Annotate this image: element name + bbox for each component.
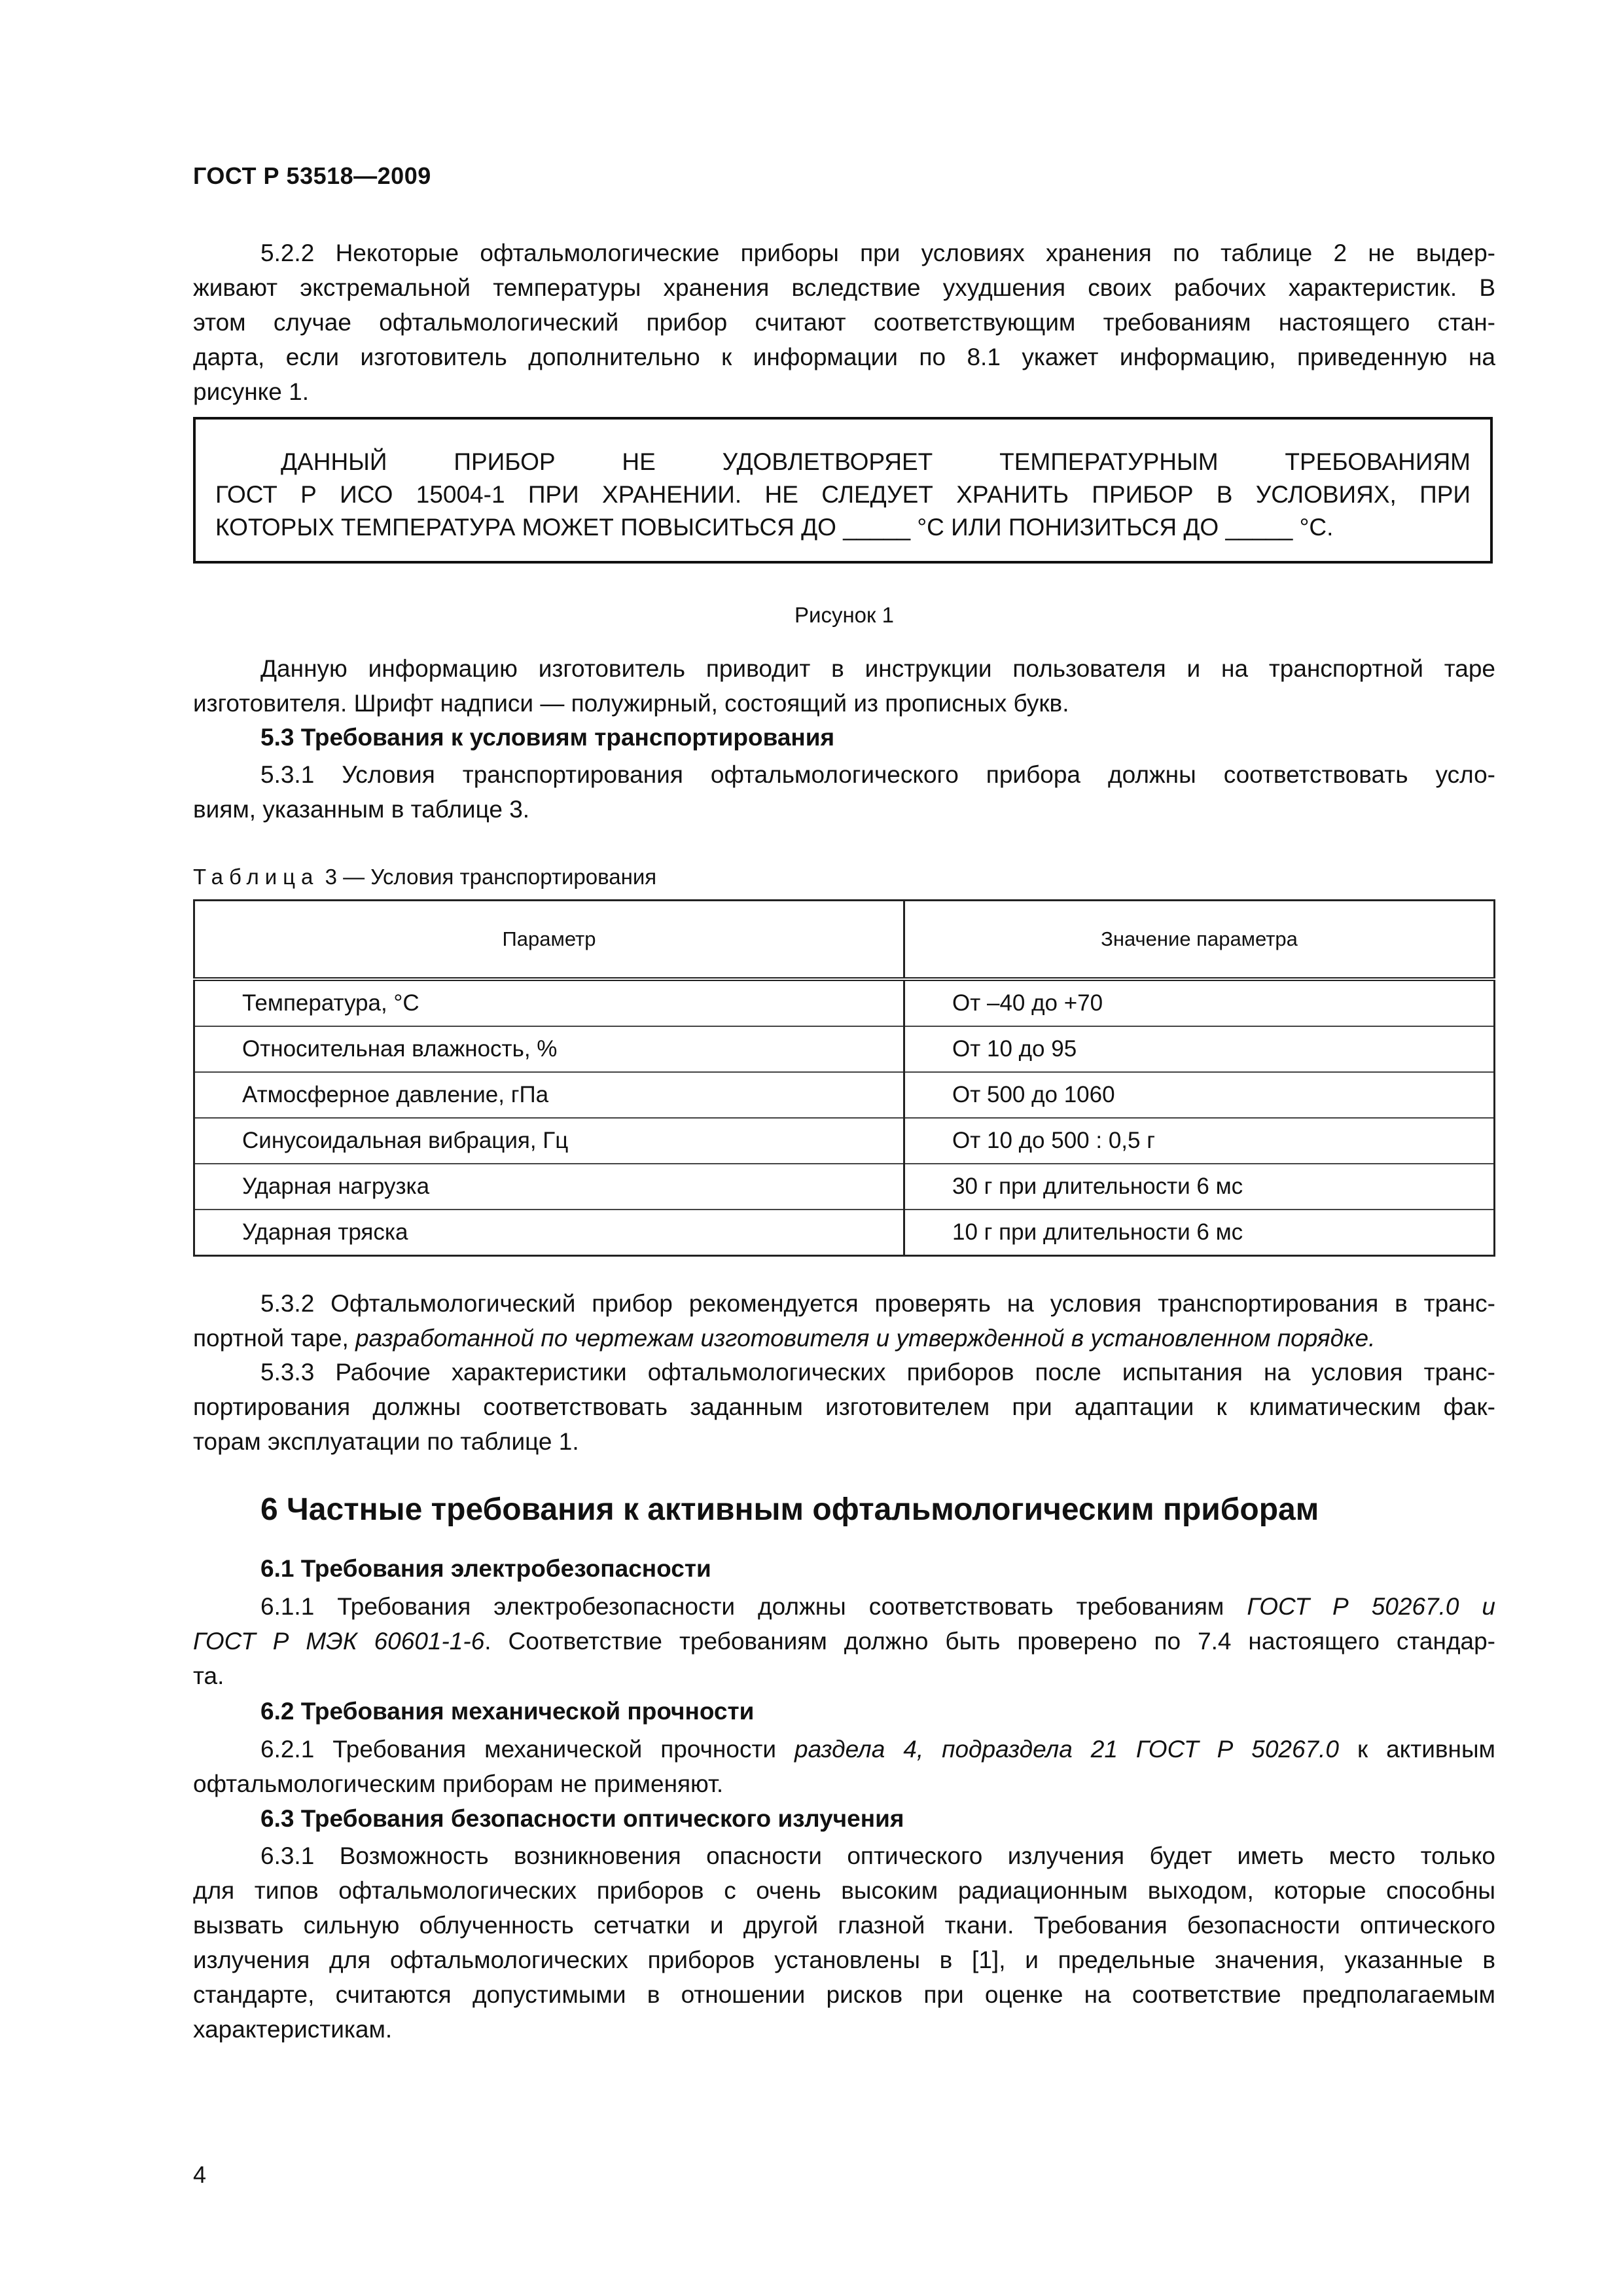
text-line: виям, указанным в таблице 3.	[193, 796, 530, 823]
text-line: офтальмологическим приборам не применяют.	[193, 1770, 724, 1797]
text-line: этом случае офтальмологический прибор считают соответствующим требованиям настоящего стан-	[193, 309, 1495, 336]
text-line: дарта, если изготовитель дополнительно к информации по 8.1 укажет информацию, приведенную на	[193, 344, 1495, 370]
table-cell-value: От 500 до 1060	[904, 1072, 1495, 1118]
text-line: та.	[193, 1662, 224, 1689]
table-cell-parameter: Синусоидальная вибрация, Гц	[194, 1118, 904, 1164]
text-line	[193, 1732, 1495, 1767]
table-caption	[193, 863, 656, 891]
heading-6-1: 6.1 Требования электробезопасности	[260, 1555, 711, 1582]
text-line: торам эксплуатации по таблице 1.	[193, 1428, 579, 1455]
table-cell-value: От 10 до 95	[904, 1026, 1495, 1072]
text-line	[193, 1321, 1495, 1355]
table-cell-value: От –40 до +70	[904, 979, 1495, 1026]
text-run: . Соответствие требованиям должно быть проверено по 7.4 настоящего стандар-	[484, 1628, 1496, 1655]
text-run-italic: ГОСТ Р 50267.0 и	[1247, 1593, 1495, 1620]
document-id-header: ГОСТ Р 53518—2009	[193, 162, 431, 189]
table-header-cell: Параметр	[194, 901, 904, 980]
table-cell-parameter: Атмосферное давление, гПа	[194, 1072, 904, 1118]
text-line: 5.3.3 Рабочие характеристики офтальмологических приборов после испытания на условия транс-	[260, 1359, 1495, 1386]
text-line: вызвать сильную облученность сетчатки и другой глазной ткани. Требования безопасности оптического	[193, 1912, 1495, 1939]
notice-line: ДАННЫЙ ПРИБОР НЕ УДОВЛЕТВОРЯЕТ ТЕМПЕРАТУРНЫМ ТРЕБОВАНИЯМ	[281, 448, 1471, 475]
text-run-italic: разработанной по чертежам изготовителя и утвержденной в установленном порядке.	[355, 1325, 1376, 1352]
figure-caption: Рисунок 1	[794, 603, 894, 627]
table-cell-parameter: Ударная тряска	[194, 1210, 904, 1256]
table-cell-value: От 10 до 500 : 0,5 г	[904, 1118, 1495, 1164]
paragraph-info	[193, 651, 1495, 721]
table-row	[194, 1164, 1495, 1210]
table-row	[194, 979, 1495, 1026]
text-line: изготовителя. Шрифт надписи — полужирный, состоящий из прописных букв.	[193, 690, 1069, 717]
heading-section-6: 6 Частные требования к активным офтальмологическим приборам	[260, 1492, 1319, 1527]
text-line: стандарте, считаются допустимыми в отношении рисков при оценке на соответствие предполагаемым	[193, 1981, 1495, 2008]
table-caption-word: Таблица	[193, 865, 319, 889]
heading-5-3: 5.3 Требования к условиям транспортирования	[260, 724, 835, 751]
text-run-italic: раздела 4, подраздела 21 ГОСТ Р 50267.0	[794, 1736, 1339, 1763]
table-row	[194, 1118, 1495, 1164]
paragraph-5-3-2	[193, 1286, 1495, 1355]
table-cell-value: 10 г при длительности 6 мс	[904, 1210, 1495, 1256]
notice-line: ГОСТ Р ИСО 15004-1 ПРИ ХРАНЕНИИ. НЕ СЛЕДУЕТ ХРАНИТЬ ПРИБОР В УСЛОВИЯХ, ПРИ	[215, 481, 1471, 508]
table-cell-value: 30 г при длительности 6 мс	[904, 1164, 1495, 1210]
table-cell-parameter: Ударная нагрузка	[194, 1164, 904, 1210]
table-caption-text: 3 — Условия транспортирования	[325, 865, 657, 889]
text-line: для типов офтальмологических приборов с очень высоким радиационным выходом, которые способны	[193, 1877, 1495, 1904]
paragraph-6-1-1	[193, 1589, 1495, 1693]
paragraph-5-2-2	[193, 236, 1495, 409]
notice-box	[193, 417, 1493, 564]
text-line: живают экстремальной температуры хранения вследствие ухудшения своих рабочих характеристик. В	[193, 274, 1495, 301]
table-cell-parameter: Температура, °С	[194, 979, 904, 1026]
text-line	[193, 1624, 1495, 1659]
table-cell-parameter: Относительная влажность, %	[194, 1026, 904, 1072]
paragraph-5-3-1	[193, 757, 1495, 827]
heading-6-3: 6.3 Требования безопасности оптического излучения	[260, 1805, 904, 1832]
text-line: портирования должны соответствовать заданным изготовителем при адаптации к климатическим фак-	[193, 1393, 1495, 1420]
transport-conditions-table	[193, 899, 1495, 1257]
table-header-row	[194, 901, 1495, 980]
text-line: характеристикам.	[193, 2016, 393, 2043]
table-row	[194, 1072, 1495, 1118]
text-line: 5.2.2 Некоторые офтальмологические приборы при условиях хранения по таблице 2 не выдер-	[260, 240, 1495, 266]
text-run: к активным	[1339, 1736, 1495, 1763]
paragraph-6-3-1	[193, 1839, 1495, 2047]
table-row	[194, 1210, 1495, 1256]
text-line: 5.3.2 Офтальмологический прибор рекомендуется проверять на условия транспортирования в транс-	[260, 1290, 1495, 1317]
text-line: излучения для офтальмологических приборов установлены в [1], и предельные значения, указанные в	[193, 1946, 1495, 1973]
text-line	[193, 1589, 1495, 1624]
text-line: 6.3.1 Возможность возникновения опасности оптического излучения будет иметь место только	[260, 1842, 1495, 1869]
text-run-italic: ГОСТ Р МЭК 60601-1-6	[193, 1628, 485, 1655]
page-number: 4	[193, 2161, 207, 2188]
notice-line: КОТОРЫХ ТЕМПЕРАТУРА МОЖЕТ ПОВЫСИТЬСЯ ДО _____ °С ИЛИ ПОНИЗИТЬСЯ ДО _____ °С.	[215, 514, 1334, 541]
paragraph-6-2-1	[193, 1732, 1495, 1801]
text-line: 5.3.1 Условия транспортирования офтальмологического прибора должны соответствовать усло-	[260, 761, 1495, 788]
text-line: рисунке 1.	[193, 378, 309, 405]
text-run: 6.2.1 Требования механической прочности	[260, 1736, 794, 1763]
heading-6-2: 6.2 Требования механической прочности	[260, 1698, 755, 1725]
text-line: Данную информацию изготовитель приводит в инструкции пользователя и на транспортной таре	[260, 655, 1495, 682]
table-header-cell: Значение параметра	[904, 901, 1495, 980]
table-row	[194, 1026, 1495, 1072]
text-run: 6.1.1 Требования электробезопасности должны соответствовать требованиям	[260, 1593, 1247, 1620]
paragraph-5-3-3	[193, 1355, 1495, 1459]
text-run: портной таре,	[193, 1325, 356, 1352]
